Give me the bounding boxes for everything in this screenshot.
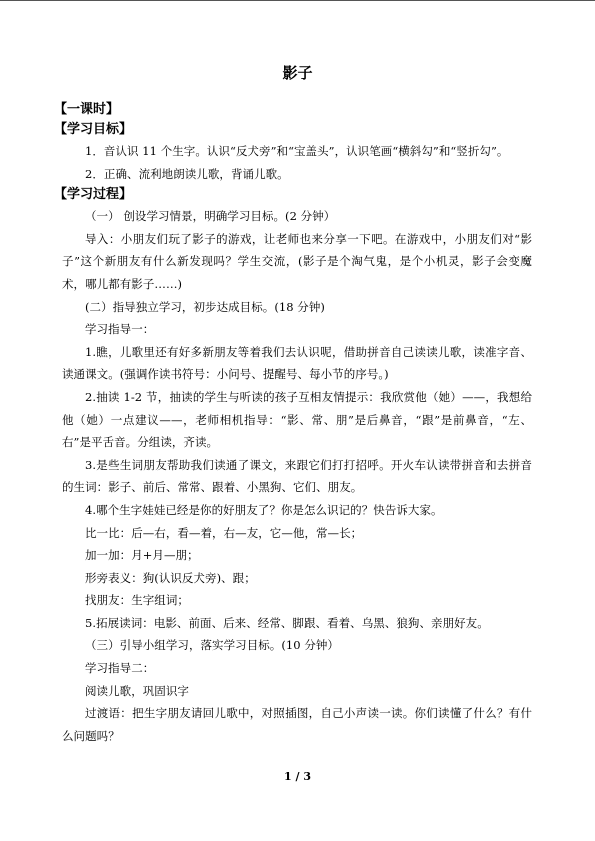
section-heading: 【学习过程】 (54, 187, 133, 203)
paragraph: 找朋友：生字组词； (85, 593, 189, 608)
page-number: 1 / 3 (284, 770, 311, 783)
paragraph: 学习指导一： (85, 322, 155, 337)
paragraph: 4.哪个生字娃娃已经是你的好朋友了？你是怎么识记的？快告诉大家。 (85, 502, 443, 517)
paragraph: （三）引导小组学习，落实学习目标。(10 分钟） (85, 638, 339, 653)
paragraph: 2.抽读 1-2 节，抽读的学生与听读的孩子互相友情提示：我欣赏他（她）——，我想给他（她）一点建议——，老师相机指导：“影、常、朋”是后鼻音，“跟”是前鼻音，“左、右”是平舌音。分组读，齐读。 (62, 389, 532, 450)
paragraph: 学习指导二： (85, 661, 155, 676)
paragraph: 加一加：月+月—朋； (85, 548, 199, 563)
document-title: 影子 (282, 64, 313, 82)
paragraph: 导入：小朋友们玩了影子的游戏，让老师也来分享一下吧。在游戏中，小朋友们对“影子”这个新朋友有什么新发现吗？学生交流，(影子是个淘气鬼，是个小机灵，影子会变魔术，哪儿都有影子……) (62, 231, 532, 291)
paragraph: (二）指导独立学习，初步达成目标。(18 分钟) (85, 299, 325, 314)
paragraph: 过渡语：把生字朋友请回儿歌中，对照插图，自己小声读一读。你们读懂了什么？有什么问题吗？ (62, 706, 532, 743)
paragraph: 3.是些生词朋友帮助我们读通了课文，来跟它们打打招呼。开火车认读带拼音和去拼音的生词：影子、前后、常常、跟着、小黑狗、它们、朋友。 (62, 457, 532, 495)
paragraph: 比一比：后—右，看—着，右—友，它—他，常—长； (85, 525, 363, 540)
paragraph: 阅读儿歌，巩固识字 (85, 683, 189, 698)
paragraph: 5.拓展读词：电影、前面、后来、经常、脚跟、看着、乌黑、狼狗、亲朋好友。 (85, 615, 489, 630)
paragraph: 1．音认识 11 个生字。认识“反犬旁”和“宝盖头”，认识笔画“横斜勾”和“竖折勾”。 (85, 144, 509, 158)
page-top-border (0, 0, 595, 1)
section-heading: 【一课时】 (54, 102, 120, 117)
section-heading: 【学习目标】 (54, 122, 133, 137)
paragraph: 2．正确、流利地朗读儿歌，背诵儿歌。 (85, 166, 289, 181)
paragraph: （一） 创设学习情景，明确学习目标。(2 分钟） (85, 209, 336, 224)
paragraph: 形旁表义：狗(认识反犬旁)、跟； (85, 570, 256, 585)
document-body (54, 100, 532, 747)
paragraph: 1.瞧，儿歌里还有好多新朋友等着我们去认识呢，借助拼音自己读读儿歌，读准字音、读通课文。(强调作读书符号：小问号、提醒号、每小节的序号。) (62, 344, 532, 382)
